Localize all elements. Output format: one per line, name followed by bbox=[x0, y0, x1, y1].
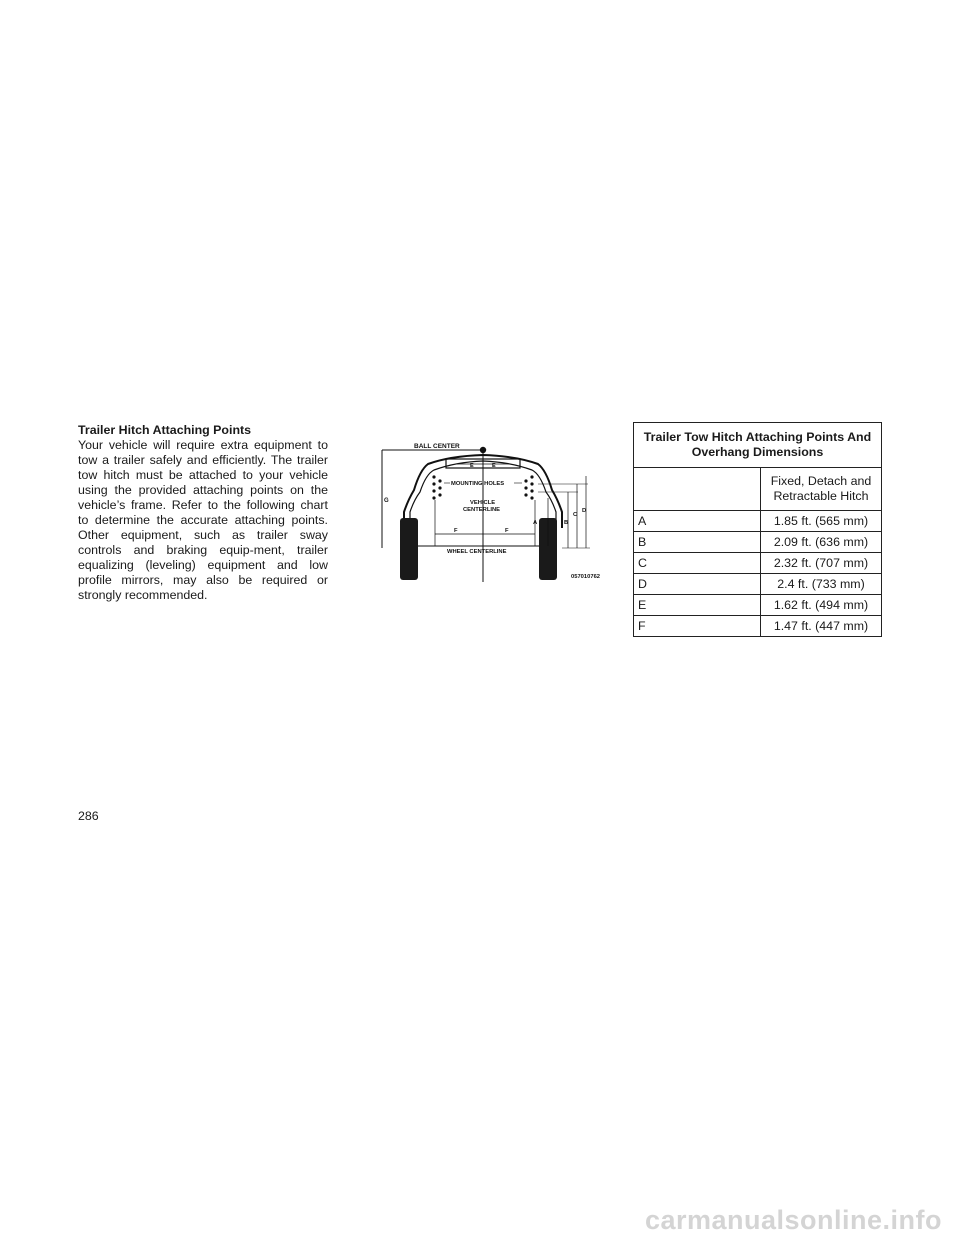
row-label: B bbox=[634, 532, 761, 553]
label-b: B bbox=[564, 520, 569, 526]
label-vehicle-centerline-1: VEHICLE bbox=[470, 500, 496, 506]
hitch-diagram-svg bbox=[378, 440, 610, 588]
row-label: E bbox=[634, 595, 761, 616]
row-value: 2.32 ft. (707 mm) bbox=[761, 553, 882, 574]
hitch-diagram bbox=[378, 440, 610, 588]
label-f-left: F bbox=[454, 528, 458, 534]
label-d: D bbox=[582, 508, 587, 514]
label-f-right: F bbox=[505, 528, 509, 534]
table-header-row bbox=[634, 468, 882, 511]
table-title-row bbox=[634, 423, 882, 468]
label-g: G bbox=[384, 498, 389, 504]
dimensions-table bbox=[633, 422, 882, 637]
page-number: 286 bbox=[78, 809, 99, 823]
row-value: 1.62 ft. (494 mm) bbox=[761, 595, 882, 616]
row-value: 1.47 ft. (447 mm) bbox=[761, 616, 882, 637]
table-row bbox=[634, 532, 882, 553]
section-heading: Trailer Hitch Attaching Points bbox=[78, 423, 252, 437]
label-wheel-centerline: WHEEL CENTERLINE bbox=[447, 549, 507, 555]
row-label: C bbox=[634, 553, 761, 574]
table-row bbox=[634, 595, 882, 616]
row-value: 2.09 ft. (636 mm) bbox=[761, 532, 882, 553]
row-label: F bbox=[634, 616, 761, 637]
text-column bbox=[78, 423, 328, 603]
section-body: Your vehicle will require extra equipment to tow a trailer safely and efficiently. The trailer tow hitch must be attached to your vehicle using the provided attaching points on the vehicle’s frame. Refer to the following chart to determine the accurate attaching points. Other equipment, such as trailer sway controls and braking equip-ment, trailer equalizing (leveling) equipment and low profile mirrors, may also be required or strongly recommended. bbox=[78, 438, 328, 602]
table-header-empty bbox=[634, 468, 761, 511]
label-a: A bbox=[533, 520, 538, 526]
row-value: 1.85 ft. (565 mm) bbox=[761, 511, 882, 532]
mounting-holes-left bbox=[432, 475, 441, 499]
table-title: Trailer Tow Hitch Attaching Points And Overhang Dimensions bbox=[634, 423, 882, 468]
row-label: D bbox=[634, 574, 761, 595]
label-mounting-holes: MOUNTING HOLES bbox=[451, 481, 505, 487]
label-e-right: E bbox=[492, 463, 496, 469]
table-row bbox=[634, 574, 882, 595]
table-column-header: Fixed, Detach and Retractable Hitch bbox=[761, 468, 882, 511]
table-row bbox=[634, 616, 882, 637]
diagram-code: 057010762 bbox=[571, 574, 601, 580]
label-vehicle-centerline-2: CENTERLINE bbox=[463, 507, 501, 513]
row-value: 2.4 ft. (733 mm) bbox=[761, 574, 882, 595]
label-e-left: E bbox=[470, 463, 474, 469]
left-tire bbox=[400, 518, 418, 580]
mounting-holes-right bbox=[524, 475, 533, 499]
label-ball-center: BALL CENTER bbox=[414, 443, 460, 450]
label-c: C bbox=[573, 512, 578, 518]
row-label: A bbox=[634, 511, 761, 532]
watermark[interactable]: carmanualsonline.info bbox=[644, 1205, 942, 1235]
table-row bbox=[634, 553, 882, 574]
table-row bbox=[634, 511, 882, 532]
